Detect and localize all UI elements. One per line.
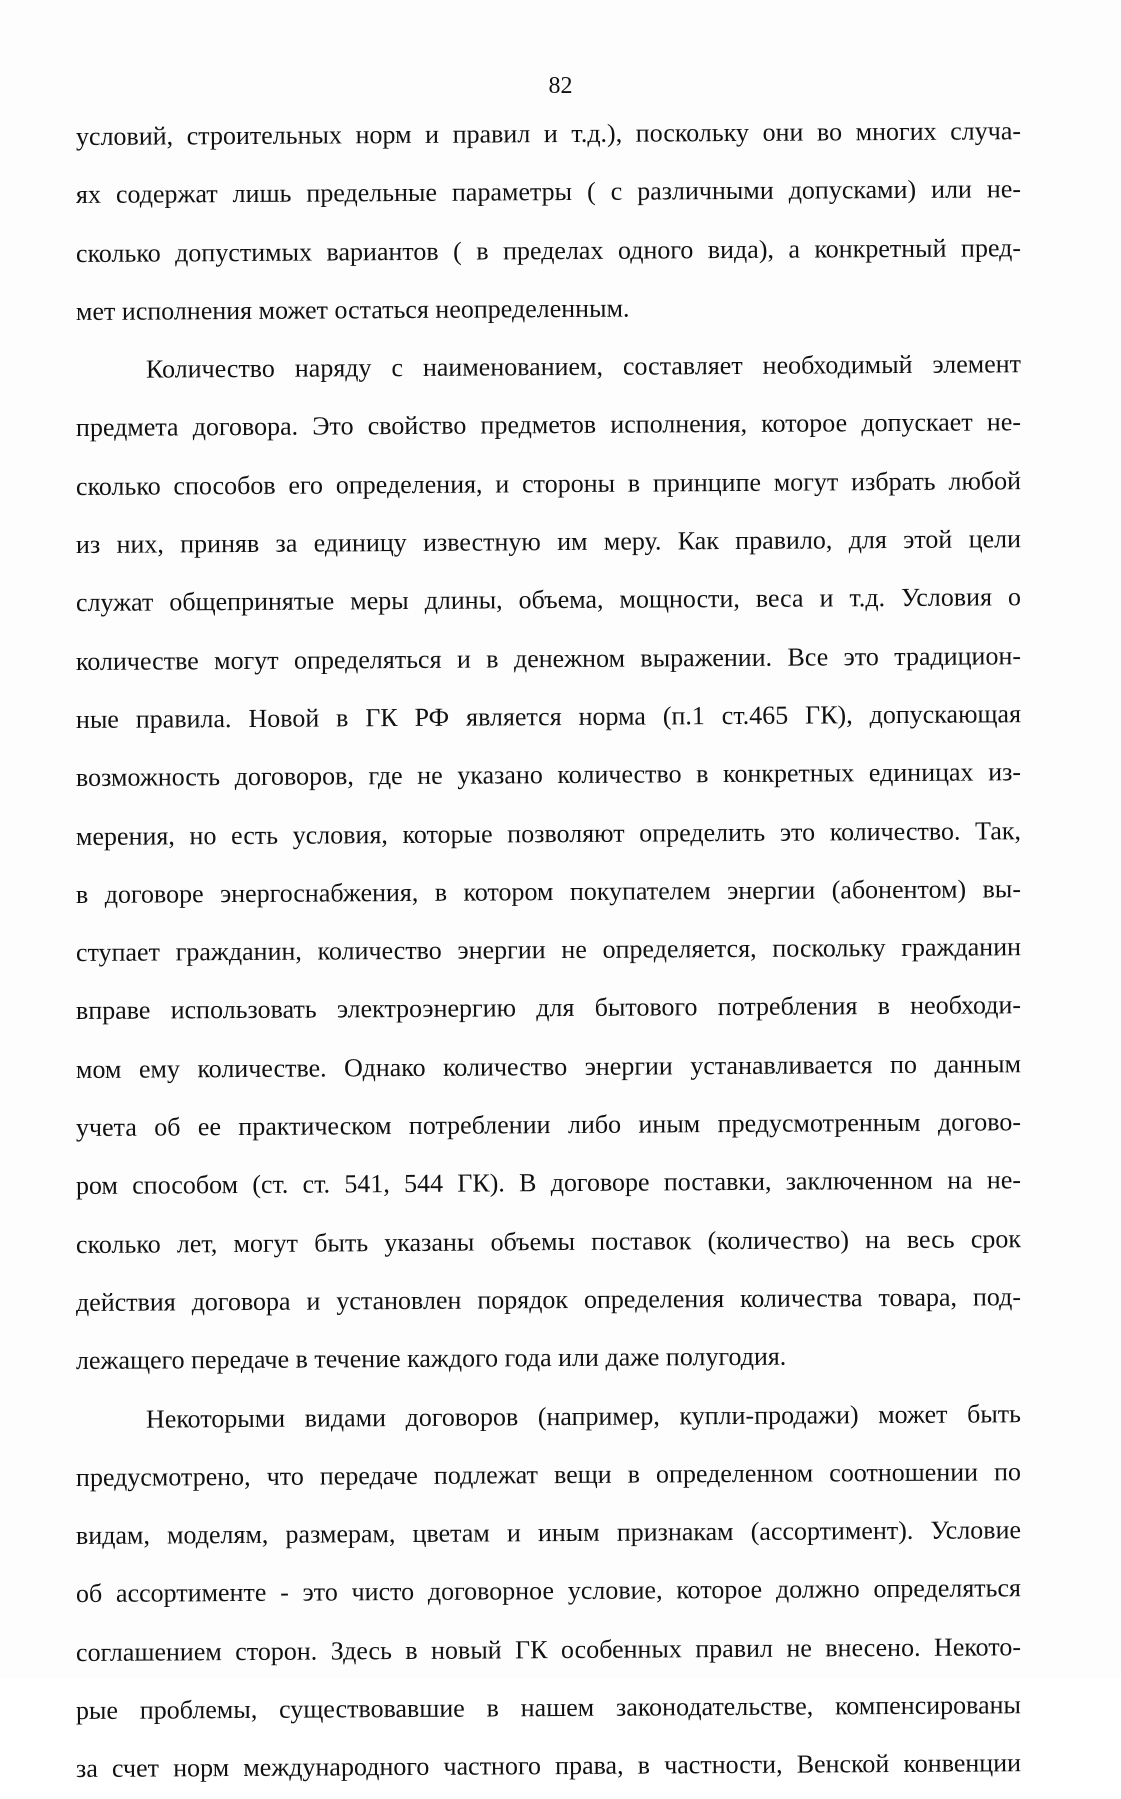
text-line: вправе использовать электроэнергию для бытового потребления в необходи- (75, 990, 1022, 1026)
text-line: мом ему количестве. Однако количество энергии устанавливается по данным (75, 1048, 1022, 1084)
text-line: предусмотрено, что передаче подлежат вещи в определенном соотношении по (75, 1457, 1022, 1492)
text-line: в договоре энергоснабжения, в котором покупателем энергии (абонентом) вы- (75, 874, 1022, 909)
page-number: 82 (548, 73, 573, 99)
text-line: ром способом (ст. ст. 541, 544 ГК). В договоре поставки, заключенном на не- (75, 1165, 1022, 1201)
text-line: ступает гражданин, количество энергии не определяется, поскольку гражданин (75, 932, 1022, 968)
text-line: сколько способов его определения, и стороны в принципе могут избрать любой (75, 466, 1022, 501)
text-line: лежащего передаче в течение каждого года или даже полугодия. (75, 1341, 787, 1376)
text-line: сколько лет, могут быть указаны объемы поставок (количество) на весь срок (75, 1223, 1022, 1259)
text-line: ях содержат лишь предельные параметры ( с различными допусками) или не- (75, 174, 1022, 210)
text-line: Некоторыми видами договоров (например, купли-продажи) может быть (145, 1398, 1022, 1434)
text-line: Количество наряду с наименованием, составляет необходимый элемент (145, 349, 1022, 384)
text-line: предмета договора. Это свойство предметов исполнения, которое допускает не- (75, 407, 1022, 443)
text-line: соглашением сторон. Здесь в новый ГК особенных правил не внесено. Некото- (75, 1631, 1022, 1667)
text-line: рые проблемы, существовавшие в нашем законодательстве, компенсированы (75, 1690, 1022, 1726)
text-line: за счет норм международного частного права, в частности, Венской конвенции (75, 1748, 1022, 1784)
text-line: условий, строительных норм и правил и т.д.), поскольку они во многих случа- (75, 116, 1022, 151)
text-line: мет исполнения может остаться неопределенным. (75, 293, 630, 326)
text-line: мерения, но есть условия, которые позволяют определить это количество. Так, (75, 815, 1022, 851)
text-line: об ассортименте - это чисто договорное условие, которое должно определяться (75, 1573, 1022, 1609)
text-line: видам, моделям, размерам, цветам и иным признакам (ассортимент). Условие (75, 1515, 1022, 1551)
text-line: из них, приняв за единицу известную им меру. Как правило, для этой цели (75, 524, 1022, 560)
text-line: ные правила. Новой в ГК РФ является норма (п.1 ст.465 ГК), допускающая (75, 699, 1022, 734)
text-line: учета об ее практическом потреблении либо иным предусмотренным догово- (75, 1107, 1022, 1143)
text-line: сколько допустимых вариантов ( в пределах одного вида), а конкретный пред- (75, 232, 1022, 268)
body-text (76, 108, 1021, 1799)
text-line: действия договора и установлен порядок определения количества товара, под- (75, 1282, 1022, 1317)
text-line: количестве могут определяться и в денежном выражении. Все это традицион- (75, 640, 1022, 676)
text-line: возможность договоров, где не указано количество в конкретных единицах из- (75, 757, 1022, 793)
text-line: служат общепринятые меры длины, объема, мощности, веса и т.д. Условия о (75, 582, 1022, 618)
